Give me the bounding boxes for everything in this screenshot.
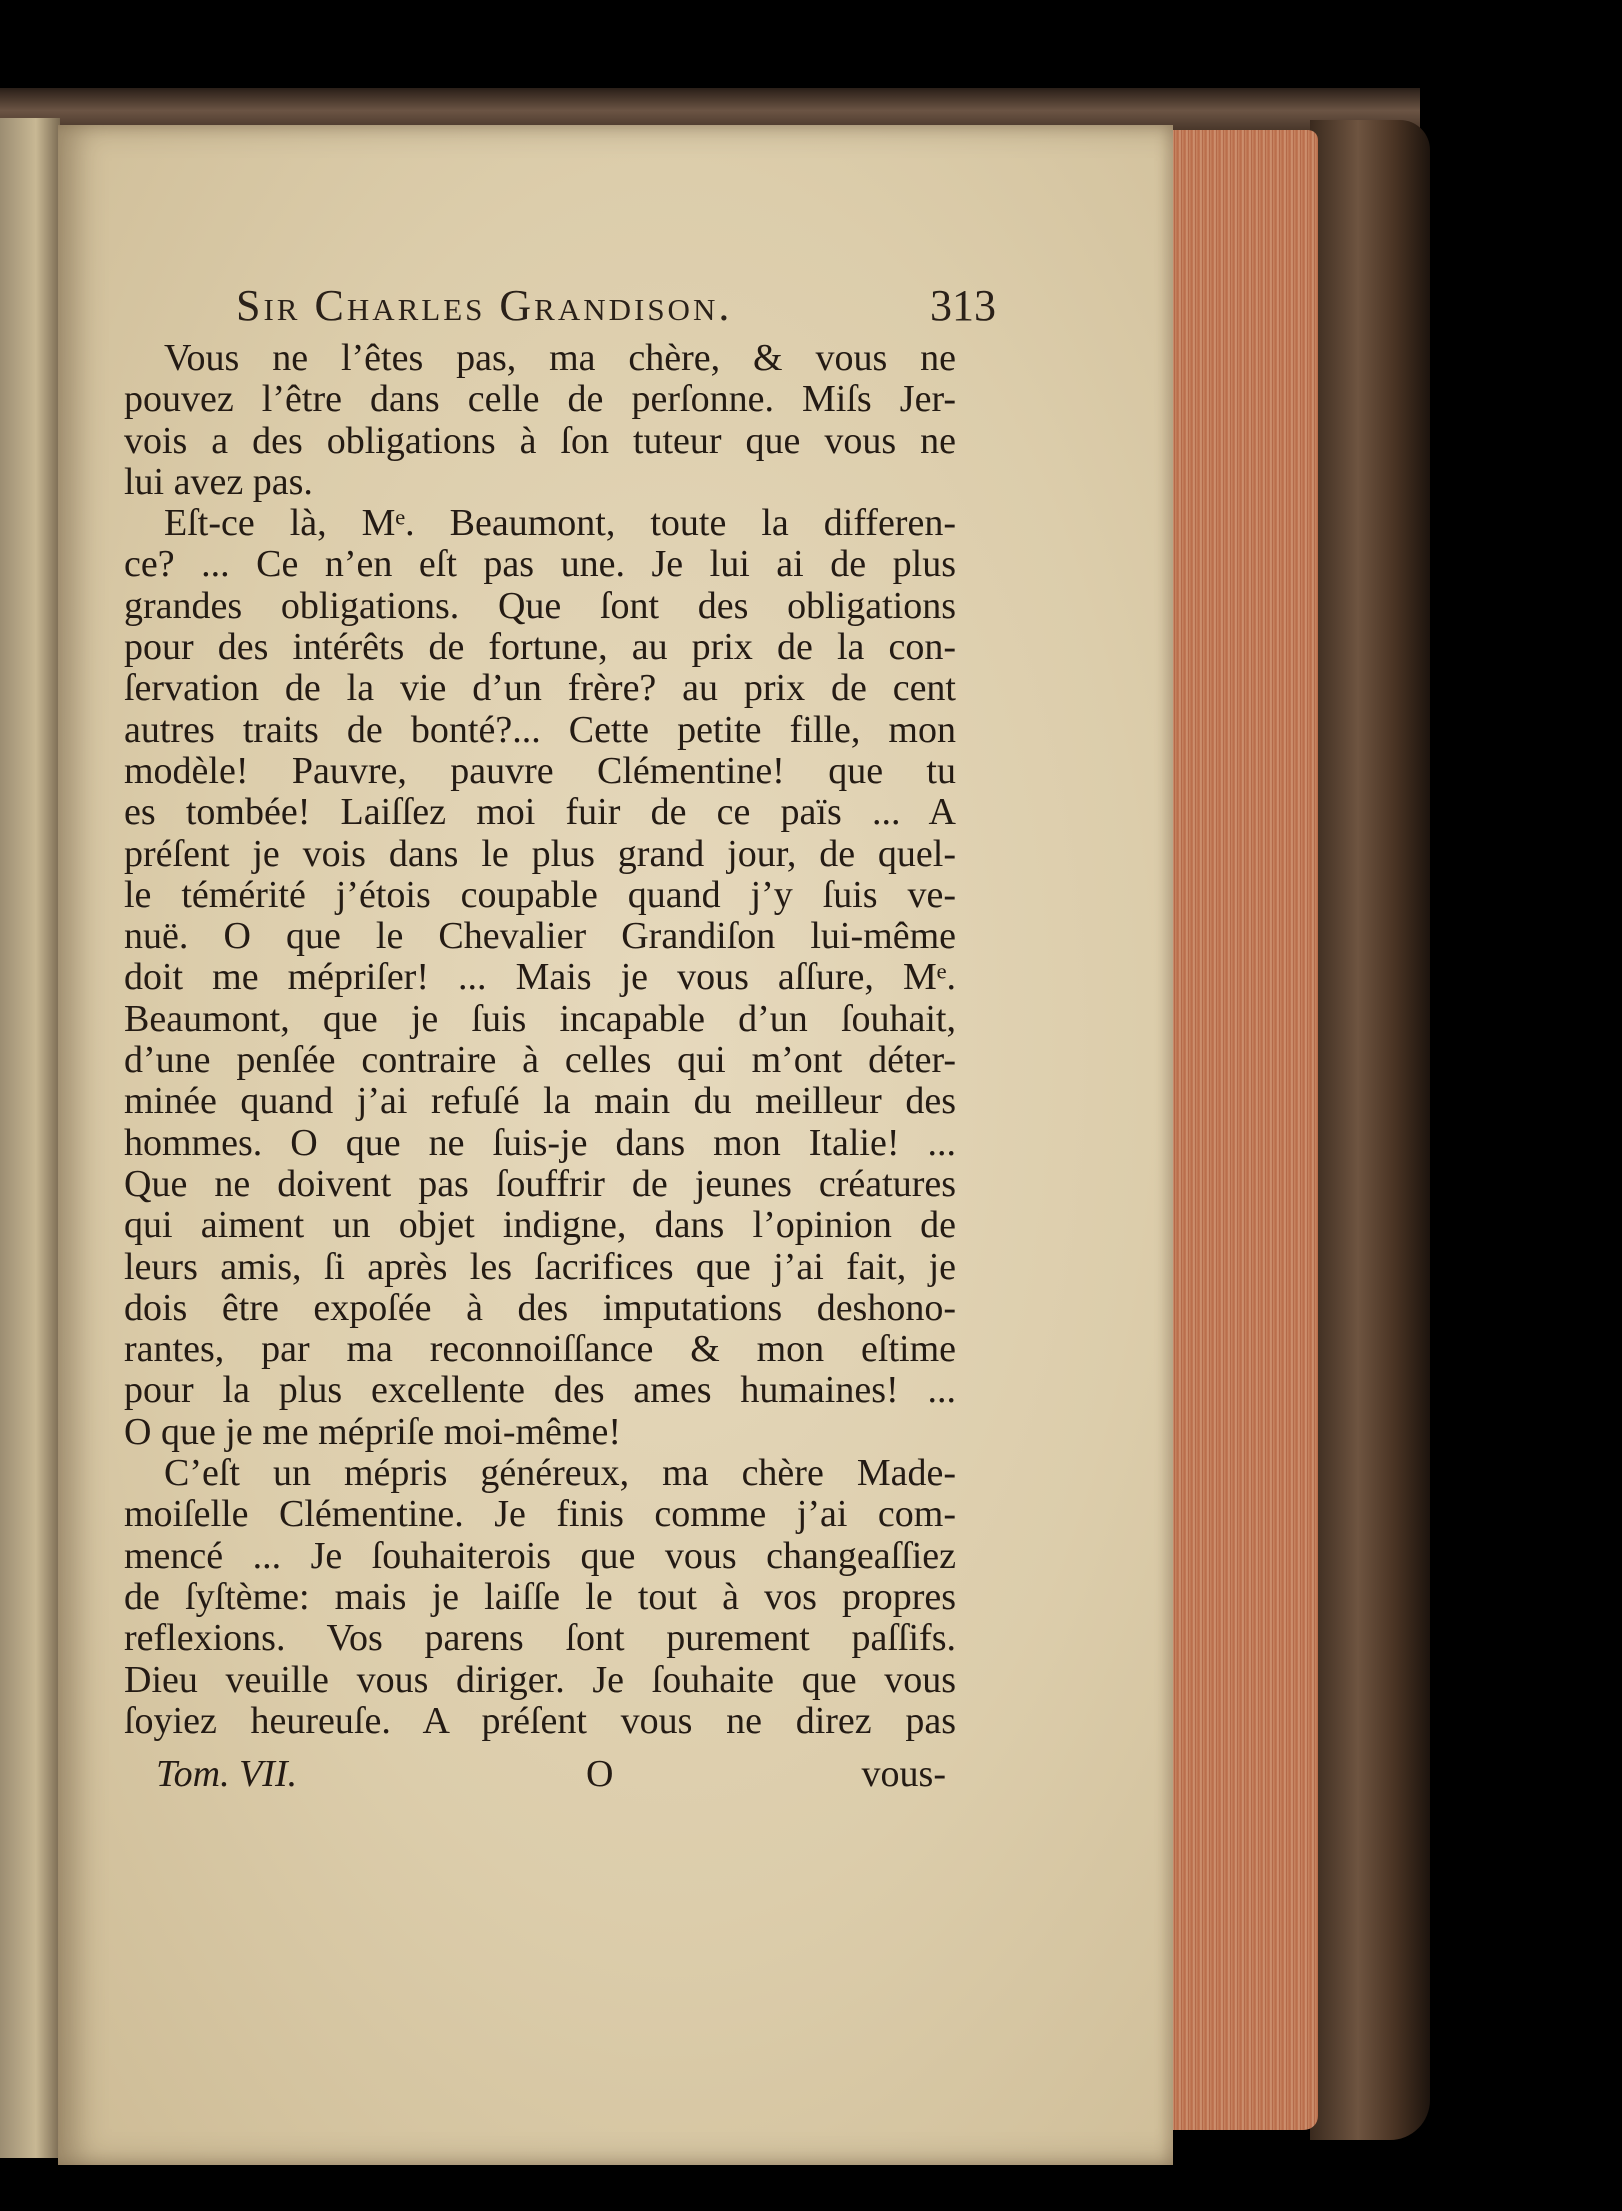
text-line: pouvez l’être dans celle de perſonne. Miſs Jer-	[124, 378, 956, 421]
page-header	[236, 280, 996, 340]
text-line: ſoyiez heureuſe. A préſent vous ne direz pas	[124, 1699, 956, 1742]
text-line: dois être expoſée à des imputations deshono-	[124, 1286, 956, 1329]
catchword: vous-	[861, 1753, 946, 1795]
text-line: pour des intérêts de fortune, au prix de la con-	[124, 626, 956, 669]
text-line: pour la plus excellente des ames humaines! ...	[124, 1369, 956, 1412]
text-line: Eſt-ce là, Mᵉ. Beaumont, toute la differen-	[164, 502, 956, 545]
text-line: mencé ... Je ſouhaiterois que vous changeaſſiez	[124, 1534, 956, 1577]
text-line: lui avez pas.	[124, 460, 313, 503]
body-text	[124, 338, 956, 1742]
page-number: 313	[930, 281, 996, 330]
text-line: leurs amis, ſi après les ſacrifices que j’ai fait, je	[124, 1245, 956, 1288]
text-line: moiſelle Clémentine. Je finis comme j’ai com-	[124, 1493, 956, 1536]
text-line: de ſyſtème: mais je laiſſe le tout à vos propres	[124, 1575, 956, 1618]
text-line: autres traits de bonté?... Cette petite fille, mon	[124, 708, 956, 751]
text-line: Que ne doivent pas ſouffrir de jeunes créatures	[124, 1162, 956, 1205]
text-line: O que je me mépriſe moi-même!	[124, 1410, 621, 1453]
text-line: Dieu veuille vous diriger. Je ſouhaite que vous	[124, 1658, 956, 1701]
text-line: minée quand j’ai refuſé la main du meilleur des	[124, 1080, 956, 1123]
text-line: Beaumont, que je ſuis incapable d’un ſouhait,	[124, 997, 956, 1040]
text-line: vois a des obligations à ſon tuteur que vous ne	[124, 419, 956, 462]
text-line: préſent je vois dans le plus grand jour, de quel-	[124, 832, 956, 875]
running-title: Sir Charles Grandison.	[236, 281, 733, 330]
text-line: rantes, par ma reconnoiſſance & mon eſtime	[124, 1328, 956, 1371]
text-line: hommes. O que ne ſuis-je dans mon Italie! ...	[124, 1121, 956, 1164]
text-line: ſervation de la vie d’un frère? au prix de cent	[124, 667, 956, 710]
text-line: ce? ... Ce n’en eſt pas une. Je lui ai de plus	[124, 543, 956, 586]
text-line: qui aiment un objet indigne, dans l’opinion de	[124, 1204, 956, 1247]
text-line: es tombée! Laiſſez moi fuir de ce païs ... A	[124, 791, 956, 834]
page-footer	[124, 1752, 956, 1800]
text-line: reflexions. Vos parens ſont purement paſſifs.	[124, 1617, 956, 1660]
text-line: doit me mépriſer! ... Mais je vous aſſure, Mᵉ.	[124, 956, 956, 999]
text-line: d’une penſée contraire à celles qui m’ont déter-	[124, 1039, 956, 1082]
text-line: C’eſt un mépris généreux, ma chère Made-	[164, 1452, 956, 1495]
text-line: modèle! Pauvre, pauvre Clémentine! que tu	[124, 749, 956, 792]
text-line: Vous ne l’êtes pas, ma chère, & vous ne	[164, 337, 956, 379]
facing-page-sliver	[0, 118, 60, 2158]
page-fore-edge	[1168, 130, 1318, 2130]
volume-signature: Tom. VII.	[156, 1753, 298, 1795]
text-line: grandes obligations. Que ſont des obligations	[124, 584, 956, 627]
text-line: nuë. O que le Chevalier Grandiſon lui-même	[124, 915, 956, 958]
text-line: le témérité j’étois coupable quand j’y ſuis ve-	[124, 873, 956, 916]
book-binding-right	[1310, 120, 1430, 2140]
gathering-signature: O	[586, 1753, 614, 1795]
